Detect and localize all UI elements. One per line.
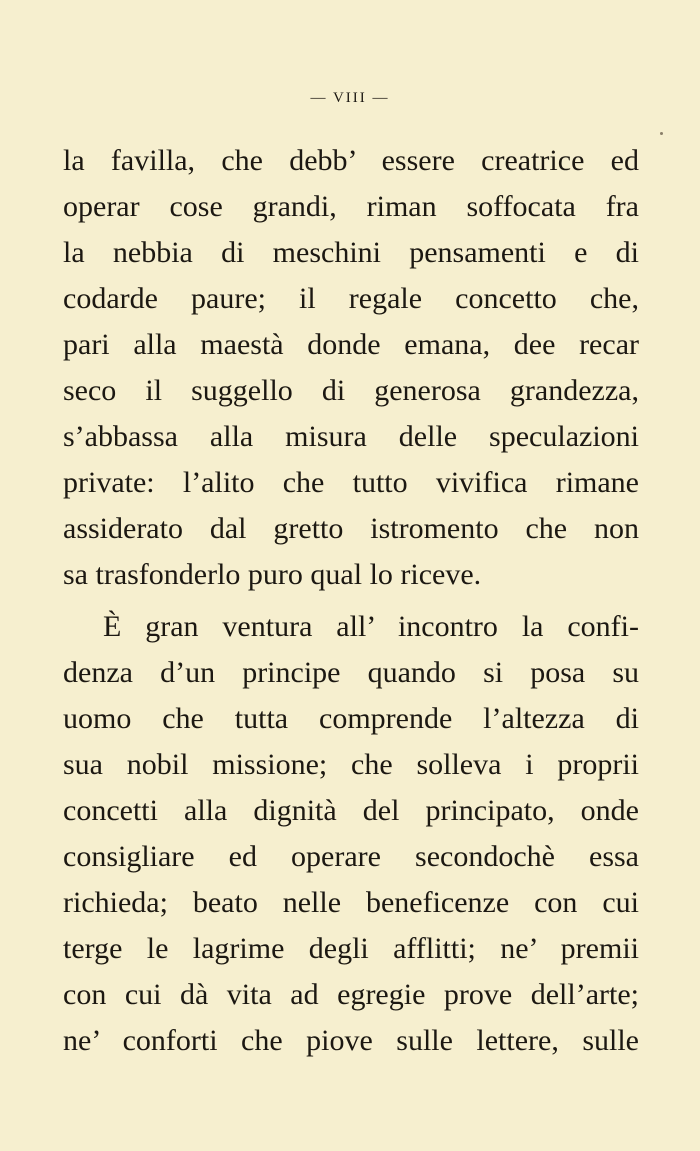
text-line: concetti alla dignità del principato, onde [63,794,639,827]
text-line: con cui dà vita ad egregie prove dell’arte; [63,978,639,1011]
text-line: s’abbassa alla misura delle speculazioni [63,420,639,453]
text-line: la nebbia di meschini pensamenti e di [63,236,639,269]
paper-speck [660,132,663,135]
text-line: sua nobil missione; che solleva i proprii [63,748,639,781]
text-line: la favilla, che debb’ essere creatrice ed [63,144,639,177]
text-line: uomo che tutta comprende l’altezza di [63,702,639,735]
text-line: denza d’un principe quando si posa su [63,656,639,689]
text-line: pari alla maestà donde emana, dee recar [63,328,639,361]
page-number-header: — VIII — [310,90,390,106]
text-line: terge le lagrime degli afflitti; ne’ premii [63,932,639,965]
text-line: È gran ventura all’ incontro la confi- [103,610,639,643]
text-line: codarde paure; il regale concetto che, [63,282,639,315]
text-line: assiderato dal gretto istromento che non [63,512,639,545]
text-line: consigliare ed operare secondochè essa [63,840,639,873]
text-line: seco il suggello di generosa grandezza, [63,374,639,407]
text-line: private: l’alito che tutto vivifica rimane [63,466,639,499]
text-line: richieda; beato nelle beneficenze con cui [63,886,639,919]
text-line: operar cose grandi, riman soffocata fra [63,190,639,223]
text-line: ne’ conforti che piove sulle lettere, sulle [63,1024,639,1057]
text-line: sa trasfonderlo puro qual lo riceve. [63,558,482,591]
